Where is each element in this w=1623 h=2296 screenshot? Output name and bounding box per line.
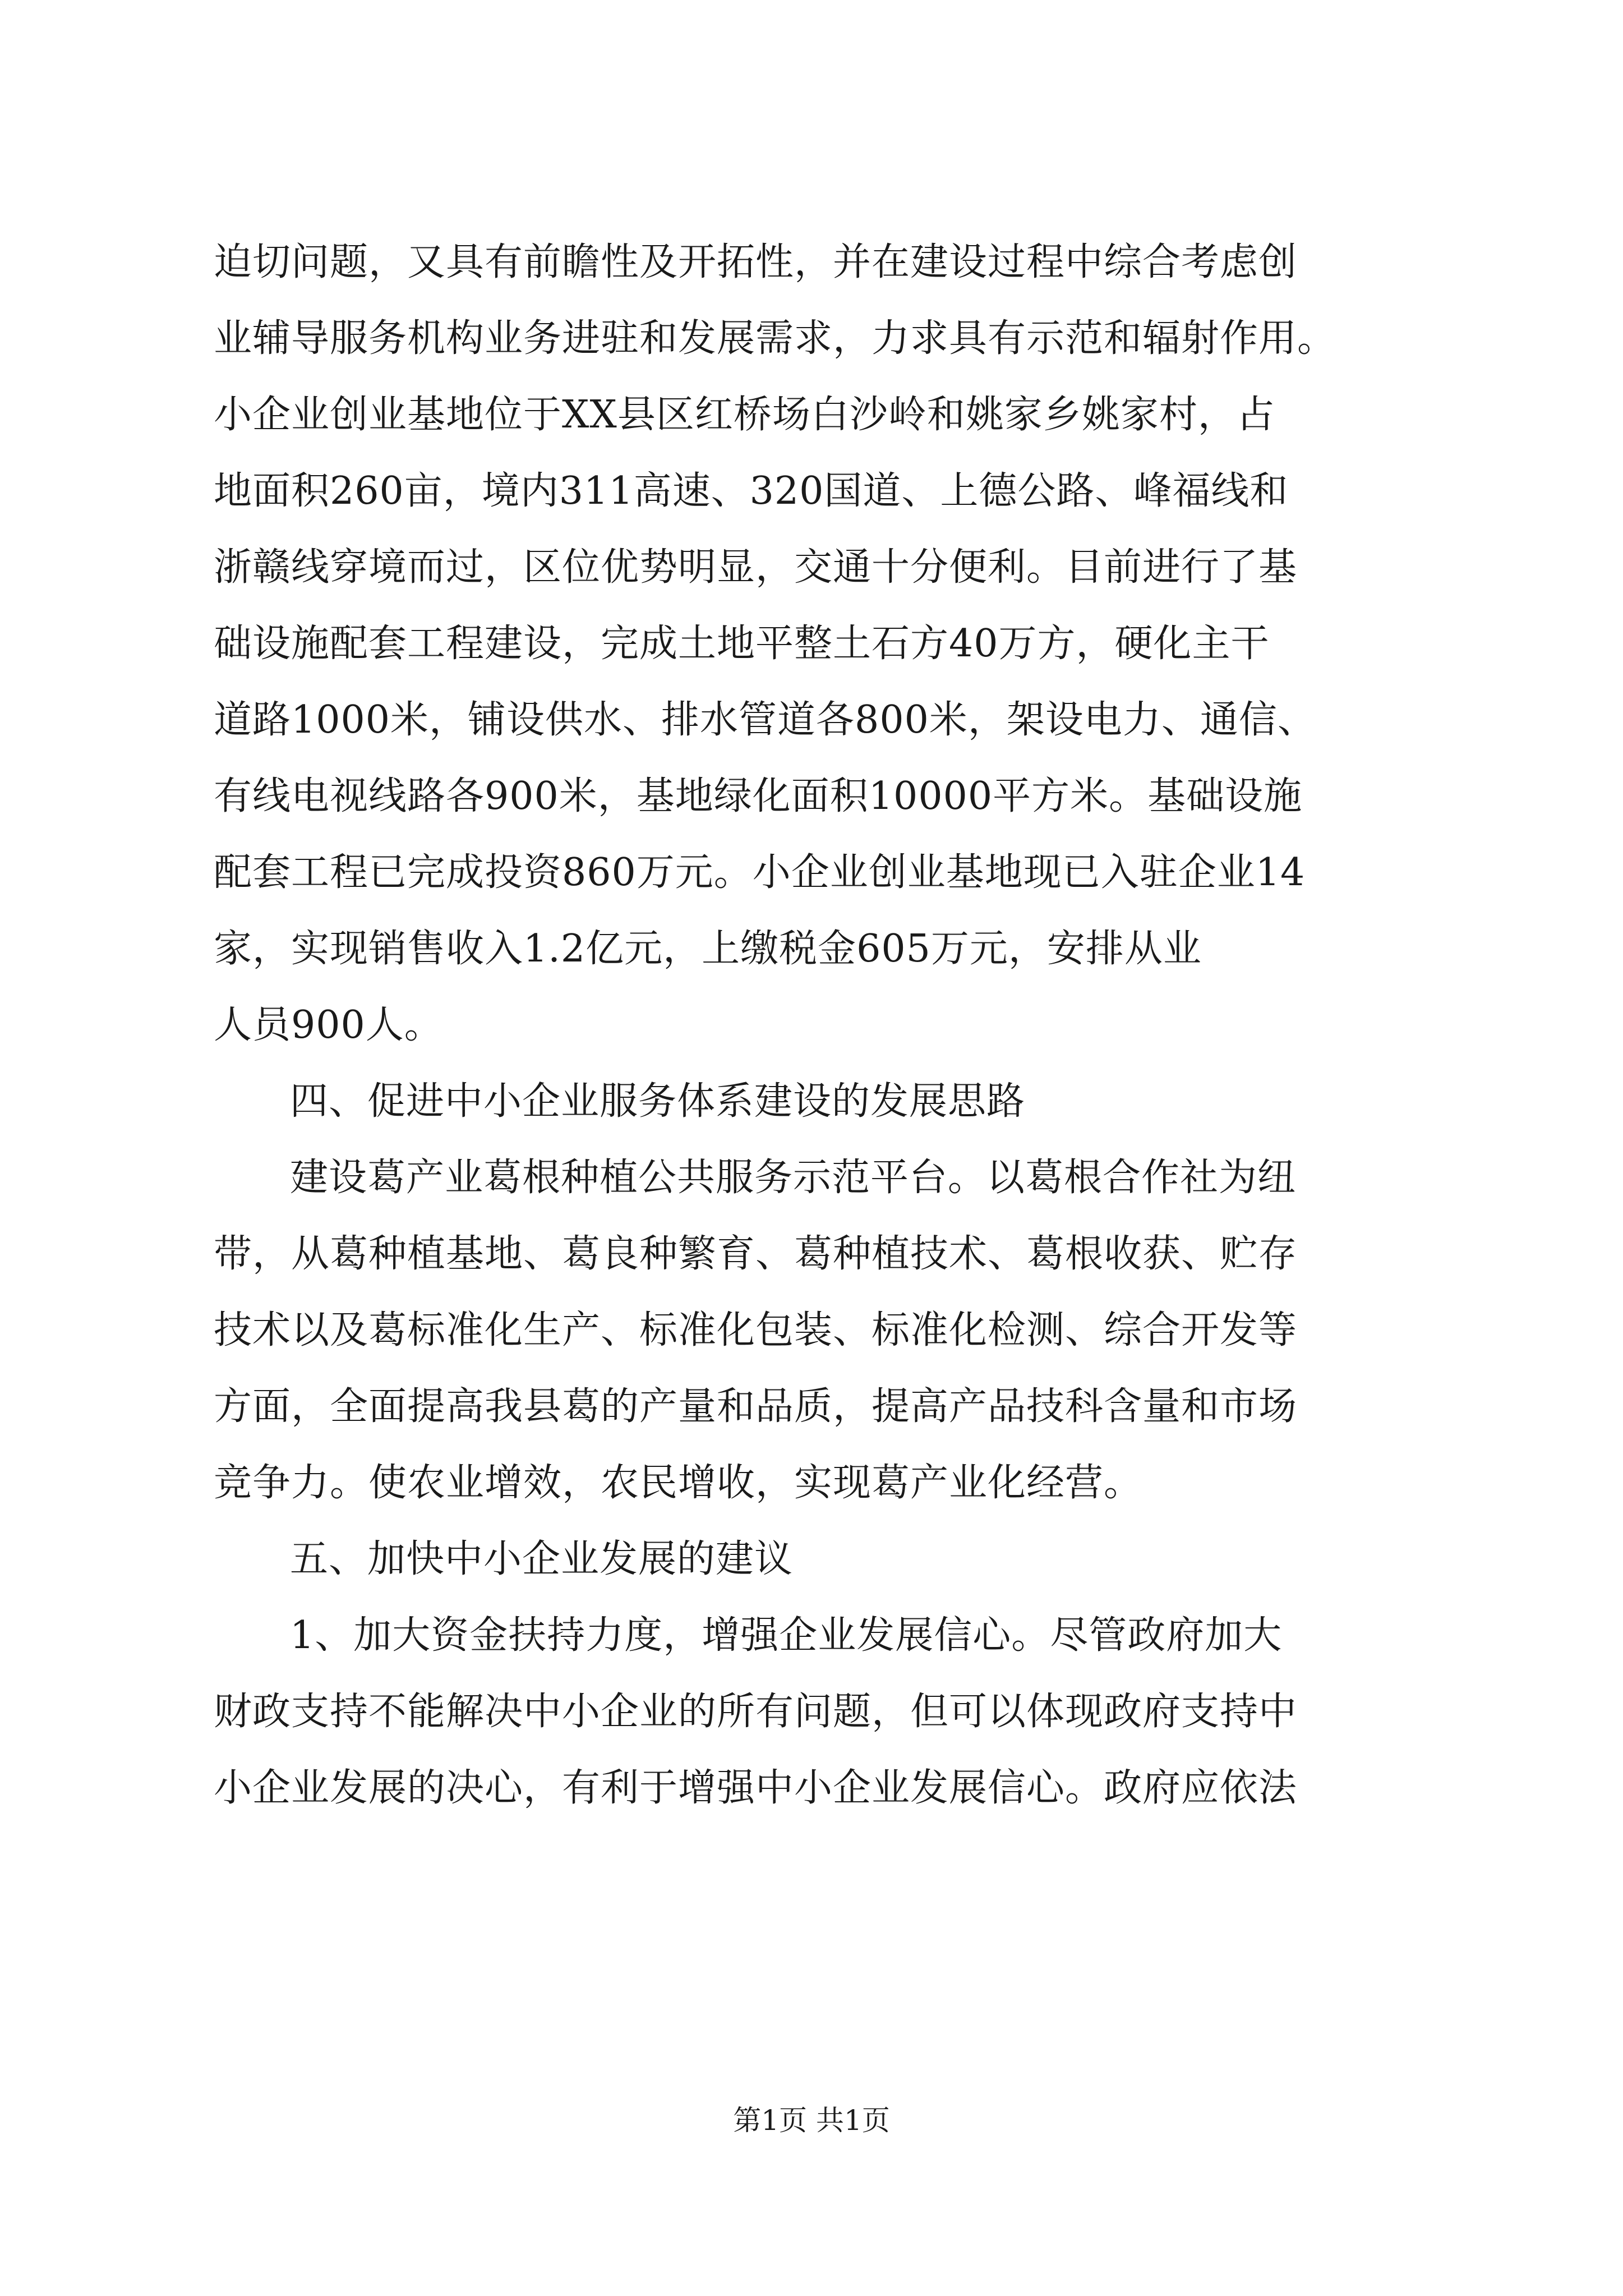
text-line: 1、加大资金扶持力度，增强企业发展信心。尽管政府加大 xyxy=(290,1613,1283,1658)
document-body xyxy=(214,224,1425,1826)
text-line: 建设葛产业葛根种植公共服务示范平台。以葛根合作社为纽 xyxy=(290,1156,1297,1200)
text-line: 财政支持不能解决中小企业的所有问题，但可以体现政府支持中 xyxy=(214,1690,1298,1734)
text-line: 配套工程已完成投资860万元。小企业创业基地现已入驻企业14 xyxy=(214,850,1306,895)
text-line: 带，从葛种植基地、葛良种繁育、葛种植技术、葛根收获、贮存 xyxy=(214,1232,1298,1276)
text-line: 浙赣线穿境而过，区位优势明显，交通十分便利。目前进行了基 xyxy=(214,545,1298,590)
text-line: 家，实现销售收入1.2亿元，上缴税金605万元，安排从业 xyxy=(214,927,1202,971)
text-line: 业辅导服务机构业务进驻和发展需求，力求具有示范和辐射作用。 xyxy=(214,316,1336,361)
page-footer: 第1页 共1页 xyxy=(733,2104,890,2137)
text-line: 有线电视线路各900米，基地绿化面积10000平方米。基础设施 xyxy=(214,774,1303,818)
text-line: 地面积260亩，境内311高速、320国道、上德公路、峰福线和 xyxy=(214,469,1289,513)
text-line: 迫切问题，又具有前瞻性及开拓性，并在建设过程中综合考虑创 xyxy=(214,240,1298,284)
text-line: 人员900人。 xyxy=(214,1003,443,1047)
text-line: 础设施配套工程建设，完成土地平整土石方40万方，硬化主干 xyxy=(214,622,1270,666)
text-line: 方面，全面提高我县葛的产量和品质，提高产品技科含量和市场 xyxy=(214,1384,1298,1429)
text-line: 技术以及葛标准化生产、标准化包装、标准化检测、综合开发等 xyxy=(214,1308,1298,1352)
text-line: 小企业发展的决心，有利于增强中小企业发展信心。政府应依法 xyxy=(214,1766,1298,1810)
text-line: 小企业创业基地位于XX县区红桥场白沙岭和姚家乡姚家村，占 xyxy=(214,393,1275,437)
section-heading: 五、加快中小企业发展的建议 xyxy=(290,1537,794,1581)
section-heading: 四、促进中小企业服务体系建设的发展思路 xyxy=(290,1079,1026,1124)
text-line: 道路1000米，铺设供水、排水管道各800米，架设电力、通信、 xyxy=(214,698,1316,742)
text-line: 竞争力。使农业增效，农民增收，实现葛产业化经营。 xyxy=(214,1461,1143,1505)
